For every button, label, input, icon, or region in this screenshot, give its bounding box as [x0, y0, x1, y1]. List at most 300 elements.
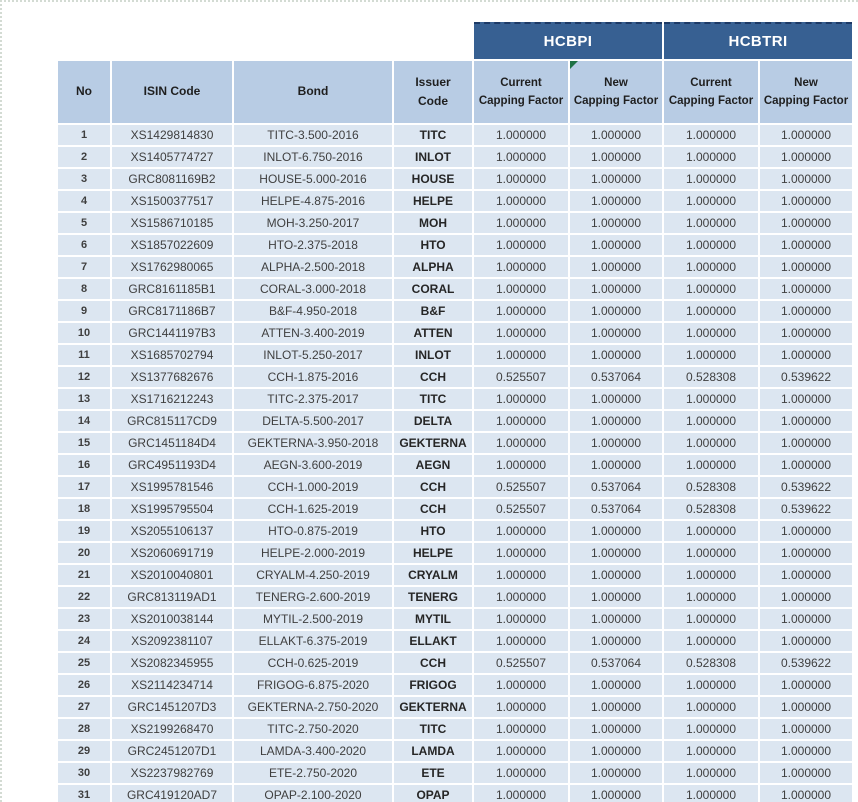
- cell-hcbtri-new[interactable]: 1.000000: [760, 345, 852, 365]
- cell-isin[interactable]: XS1716212243: [112, 389, 232, 409]
- table-row: [58, 785, 852, 802]
- cell-bond[interactable]: ALPHA-2.500-2018: [234, 257, 392, 277]
- cell-bond[interactable]: MOH-3.250-2017: [234, 213, 392, 233]
- cell-hcbpi-current[interactable]: 1.000000: [474, 565, 568, 585]
- cell-isin[interactable]: GRC8171186B7: [112, 301, 232, 321]
- cell-no[interactable]: 2: [58, 147, 110, 167]
- cell-hcbtri-new[interactable]: 1.000000: [760, 235, 852, 255]
- cell-hcbpi-new[interactable]: 1.000000: [570, 169, 662, 189]
- cell-issuer[interactable]: HELPE: [394, 191, 472, 211]
- cell-hcbtri-current[interactable]: 1.000000: [664, 433, 758, 453]
- cell-hcbtri-new[interactable]: 1.000000: [760, 521, 852, 541]
- cell-isin[interactable]: XS1685702794: [112, 345, 232, 365]
- col-header-hcbtri-current[interactable]: [664, 61, 758, 123]
- cell-hcbpi-current[interactable]: 1.000000: [474, 235, 568, 255]
- cell-hcbpi-current[interactable]: 1.000000: [474, 763, 568, 783]
- cell-no[interactable]: 25: [58, 653, 110, 673]
- cell-hcbpi-new[interactable]: 1.000000: [570, 521, 662, 541]
- cell-no[interactable]: 8: [58, 279, 110, 299]
- cell-hcbtri-current[interactable]: 1.000000: [664, 587, 758, 607]
- cell-no[interactable]: 30: [58, 763, 110, 783]
- cell-hcbtri-current[interactable]: 0.528308: [664, 367, 758, 387]
- cell-hcbtri-current[interactable]: 1.000000: [664, 323, 758, 343]
- cell-no[interactable]: 27: [58, 697, 110, 717]
- cell-no[interactable]: 4: [58, 191, 110, 211]
- cell-hcbtri-current[interactable]: 0.528308: [664, 499, 758, 519]
- cell-hcbtri-new[interactable]: 1.000000: [760, 565, 852, 585]
- group-header-hcbtri[interactable]: HCBTRI: [664, 22, 852, 59]
- cell-hcbtri-current[interactable]: 0.528308: [664, 477, 758, 497]
- cell-hcbpi-new[interactable]: 1.000000: [570, 411, 662, 431]
- cell-hcbtri-current[interactable]: 1.000000: [664, 763, 758, 783]
- cell-no[interactable]: 7: [58, 257, 110, 277]
- cell-hcbtri-new[interactable]: 1.000000: [760, 213, 852, 233]
- cell-hcbtri-current[interactable]: 1.000000: [664, 697, 758, 717]
- table-row: [58, 235, 852, 255]
- cell-hcbtri-new[interactable]: 1.000000: [760, 719, 852, 739]
- cell-bond[interactable]: TITC-3.500-2016: [234, 125, 392, 145]
- cell-hcbtri-current[interactable]: 1.000000: [664, 169, 758, 189]
- cell-hcbtri-current[interactable]: 1.000000: [664, 147, 758, 167]
- table-row: [58, 411, 852, 431]
- cell-hcbpi-current[interactable]: 1.000000: [474, 323, 568, 343]
- table-row: [58, 477, 852, 497]
- col-header-hcbpi-current[interactable]: [474, 61, 568, 123]
- cell-isin[interactable]: XS2092381107: [112, 631, 232, 651]
- cell-bond[interactable]: CCH-0.625-2019: [234, 653, 392, 673]
- cell-hcbtri-current[interactable]: 1.000000: [664, 279, 758, 299]
- cell-hcbtri-new[interactable]: 1.000000: [760, 587, 852, 607]
- cell-hcbpi-current[interactable]: 1.000000: [474, 169, 568, 189]
- cell-isin[interactable]: GRC813119AD1: [112, 587, 232, 607]
- cell-hcbpi-current[interactable]: 1.000000: [474, 279, 568, 299]
- col-header-no[interactable]: No: [58, 61, 110, 123]
- cell-no[interactable]: 14: [58, 411, 110, 431]
- cell-hcbtri-new[interactable]: 1.000000: [760, 169, 852, 189]
- col-header-hcbpi-new-line1: New: [604, 76, 628, 89]
- cell-issuer[interactable]: B&F: [394, 301, 472, 321]
- cell-no[interactable]: 24: [58, 631, 110, 651]
- cell-hcbtri-new[interactable]: 1.000000: [760, 675, 852, 695]
- cell-bond[interactable]: GEKTERNA-3.950-2018: [234, 433, 392, 453]
- cell-hcbtri-current[interactable]: 1.000000: [664, 235, 758, 255]
- cell-isin[interactable]: GRC815117CD9: [112, 411, 232, 431]
- table-row: [58, 719, 852, 739]
- cell-bond[interactable]: HTO-0.875-2019: [234, 521, 392, 541]
- cell-isin[interactable]: XS1857022609: [112, 235, 232, 255]
- cell-hcbpi-current[interactable]: 1.000000: [474, 587, 568, 607]
- cell-isin[interactable]: GRC8081169B2: [112, 169, 232, 189]
- col-header-hcbtri-current-line2: Capping Factor: [668, 95, 754, 107]
- cell-bond[interactable]: INLOT-6.750-2016: [234, 147, 392, 167]
- cell-issuer[interactable]: CORAL: [394, 279, 472, 299]
- cell-hcbpi-current[interactable]: 1.000000: [474, 631, 568, 651]
- cell-hcbpi-current[interactable]: 1.000000: [474, 609, 568, 629]
- cell-no[interactable]: 13: [58, 389, 110, 409]
- cell-hcbtri-new[interactable]: 1.000000: [760, 323, 852, 343]
- cell-hcbtri-current[interactable]: 1.000000: [664, 565, 758, 585]
- cell-isin[interactable]: XS2010038144: [112, 609, 232, 629]
- cell-isin[interactable]: XS1405774727: [112, 147, 232, 167]
- cell-no[interactable]: 26: [58, 675, 110, 695]
- table-row: [58, 543, 852, 563]
- table-row: [58, 675, 852, 695]
- cell-bond[interactable]: TITC-2.375-2017: [234, 389, 392, 409]
- cell-issuer[interactable]: FRIGOG: [394, 675, 472, 695]
- cell-hcbtri-new[interactable]: 1.000000: [760, 301, 852, 321]
- cell-hcbtri-new[interactable]: 1.000000: [760, 455, 852, 475]
- cell-hcbpi-current[interactable]: 1.000000: [474, 213, 568, 233]
- cell-hcbpi-new[interactable]: 0.537064: [570, 653, 662, 673]
- cell-isin[interactable]: GRC1441197B3: [112, 323, 232, 343]
- cell-bond[interactable]: FRIGOG-6.875-2020: [234, 675, 392, 695]
- column-header-row: [58, 61, 852, 123]
- cell-hcbtri-new[interactable]: 0.539622: [760, 477, 852, 497]
- cell-hcbpi-new[interactable]: 1.000000: [570, 147, 662, 167]
- cell-hcbpi-new[interactable]: 1.000000: [570, 609, 662, 629]
- table-row: [58, 345, 852, 365]
- col-header-hcbpi-current-line2: Capping Factor: [478, 95, 564, 107]
- table-row: [58, 631, 852, 651]
- cell-hcbpi-current[interactable]: 1.000000: [474, 125, 568, 145]
- cell-bond[interactable]: GEKTERNA-2.750-2020: [234, 697, 392, 717]
- cell-hcbtri-new[interactable]: 1.000000: [760, 543, 852, 563]
- cell-hcbpi-new[interactable]: 1.000000: [570, 191, 662, 211]
- cell-no[interactable]: 15: [58, 433, 110, 453]
- cell-bond[interactable]: ETE-2.750-2020: [234, 763, 392, 783]
- table-row: [58, 169, 852, 189]
- cell-hcbpi-current[interactable]: 1.000000: [474, 543, 568, 563]
- table-row: [58, 213, 852, 233]
- cell-hcbpi-current[interactable]: 1.000000: [474, 741, 568, 761]
- cell-hcbtri-current[interactable]: 1.000000: [664, 719, 758, 739]
- cell-issuer[interactable]: GEKTERNA: [394, 697, 472, 717]
- table-row: [58, 609, 852, 629]
- cell-no[interactable]: 28: [58, 719, 110, 739]
- cell-isin[interactable]: GRC2451207D1: [112, 741, 232, 761]
- cell-isin[interactable]: XS1995781546: [112, 477, 232, 497]
- cell-isin[interactable]: XS2237982769: [112, 763, 232, 783]
- cell-issuer[interactable]: CCH: [394, 477, 472, 497]
- cell-issuer[interactable]: CCH: [394, 499, 472, 519]
- cell-hcbpi-new[interactable]: 1.000000: [570, 235, 662, 255]
- cell-bond[interactable]: ATTEN-3.400-2019: [234, 323, 392, 343]
- page-break-line-left: [0, 0, 2, 802]
- cell-hcbtri-current[interactable]: 1.000000: [664, 125, 758, 145]
- cell-hcbpi-new[interactable]: 1.000000: [570, 565, 662, 585]
- cell-hcbtri-new[interactable]: 0.539622: [760, 367, 852, 387]
- cell-hcbpi-new[interactable]: 1.000000: [570, 301, 662, 321]
- cell-hcbpi-current[interactable]: 1.000000: [474, 697, 568, 717]
- cell-hcbtri-current[interactable]: 1.000000: [664, 389, 758, 409]
- col-header-bond[interactable]: Bond: [234, 61, 392, 123]
- cell-issuer[interactable]: LAMDA: [394, 741, 472, 761]
- cell-isin[interactable]: XS2082345955: [112, 653, 232, 673]
- cell-hcbpi-current[interactable]: 0.525507: [474, 477, 568, 497]
- cell-issuer[interactable]: CRYALM: [394, 565, 472, 585]
- col-header-issuer-line2: Code: [418, 94, 448, 108]
- cell-isin[interactable]: XS2010040801: [112, 565, 232, 585]
- cell-bond[interactable]: ELLAKT-6.375-2019: [234, 631, 392, 651]
- cell-hcbpi-new[interactable]: 1.000000: [570, 455, 662, 475]
- cell-hcbpi-current[interactable]: 1.000000: [474, 389, 568, 409]
- cell-bond[interactable]: HELPE-4.875-2016: [234, 191, 392, 211]
- cell-issuer[interactable]: TITC: [394, 125, 472, 145]
- cell-no[interactable]: 19: [58, 521, 110, 541]
- cell-hcbpi-new[interactable]: 1.000000: [570, 279, 662, 299]
- cell-isin[interactable]: XS1429814830: [112, 125, 232, 145]
- cell-no[interactable]: 23: [58, 609, 110, 629]
- cell-hcbpi-new[interactable]: 1.000000: [570, 697, 662, 717]
- cell-hcbpi-current[interactable]: 1.000000: [474, 455, 568, 475]
- cell-no[interactable]: 29: [58, 741, 110, 761]
- cell-hcbtri-new[interactable]: 1.000000: [760, 389, 852, 409]
- table-row: [58, 367, 852, 387]
- cell-hcbpi-current[interactable]: 0.525507: [474, 499, 568, 519]
- cell-hcbpi-current[interactable]: 1.000000: [474, 257, 568, 277]
- col-header-hcbtri-new-line2: Capping Factor: [763, 95, 849, 107]
- cell-hcbpi-current[interactable]: 0.525507: [474, 653, 568, 673]
- col-header-hcbpi-new[interactable]: [570, 61, 662, 123]
- cell-bond[interactable]: CCH-1.625-2019: [234, 499, 392, 519]
- cell-issuer[interactable]: ATTEN: [394, 323, 472, 343]
- table-row: [58, 697, 852, 717]
- cell-hcbpi-new[interactable]: 1.000000: [570, 719, 662, 739]
- cell-hcbpi-current[interactable]: 1.000000: [474, 433, 568, 453]
- table-row: [58, 565, 852, 585]
- cell-hcbpi-new[interactable]: 1.000000: [570, 433, 662, 453]
- cell-hcbtri-current[interactable]: 1.000000: [664, 741, 758, 761]
- cell-hcbtri-new[interactable]: 1.000000: [760, 257, 852, 277]
- cell-hcbpi-new[interactable]: 1.000000: [570, 763, 662, 783]
- cell-bond[interactable]: OPAP-2.100-2020: [234, 785, 392, 802]
- cell-bond[interactable]: CORAL-3.000-2018: [234, 279, 392, 299]
- cell-hcbtri-new[interactable]: 1.000000: [760, 609, 852, 629]
- cell-isin[interactable]: XS2114234714: [112, 675, 232, 695]
- table-row: [58, 191, 852, 211]
- cell-isin[interactable]: XS2199268470: [112, 719, 232, 739]
- cell-bond[interactable]: TITC-2.750-2020: [234, 719, 392, 739]
- cell-hcbpi-current[interactable]: 0.525507: [474, 367, 568, 387]
- cell-hcbpi-new[interactable]: 1.000000: [570, 675, 662, 695]
- cell-hcbpi-new[interactable]: 1.000000: [570, 631, 662, 651]
- cell-isin[interactable]: GRC8161185B1: [112, 279, 232, 299]
- table-row: [58, 389, 852, 409]
- cell-hcbtri-current[interactable]: 1.000000: [664, 257, 758, 277]
- cell-bond[interactable]: HOUSE-5.000-2016: [234, 169, 392, 189]
- cell-isin[interactable]: GRC1451207D3: [112, 697, 232, 717]
- cell-bond[interactable]: CCH-1.000-2019: [234, 477, 392, 497]
- cell-issuer[interactable]: ALPHA: [394, 257, 472, 277]
- table-row: [58, 587, 852, 607]
- cell-hcbpi-current[interactable]: 1.000000: [474, 345, 568, 365]
- cell-hcbpi-new[interactable]: 0.537064: [570, 477, 662, 497]
- cell-isin[interactable]: XS1762980065: [112, 257, 232, 277]
- cell-no[interactable]: 6: [58, 235, 110, 255]
- cell-no[interactable]: 5: [58, 213, 110, 233]
- cell-hcbtri-new[interactable]: 1.000000: [760, 741, 852, 761]
- cell-hcbtri-new[interactable]: 1.000000: [760, 125, 852, 145]
- cell-bond[interactable]: CCH-1.875-2016: [234, 367, 392, 387]
- index-group-header-row: [58, 22, 852, 59]
- cell-hcbtri-new[interactable]: 0.539622: [760, 499, 852, 519]
- cell-hcbtri-current[interactable]: 1.000000: [664, 675, 758, 695]
- cell-hcbpi-new[interactable]: 1.000000: [570, 257, 662, 277]
- cell-hcbtri-new[interactable]: 1.000000: [760, 631, 852, 651]
- cell-hcbpi-new[interactable]: 1.000000: [570, 213, 662, 233]
- col-header-issuer-line1: Issuer: [415, 74, 451, 89]
- cell-hcbtri-current[interactable]: 1.000000: [664, 301, 758, 321]
- cell-hcbtri-current[interactable]: 1.000000: [664, 609, 758, 629]
- cell-hcbtri-new[interactable]: 1.000000: [760, 785, 852, 802]
- cell-hcbtri-new[interactable]: 1.000000: [760, 697, 852, 717]
- cell-issuer[interactable]: CCH: [394, 653, 472, 673]
- cell-no[interactable]: 31: [58, 785, 110, 802]
- cell-hcbpi-new[interactable]: 1.000000: [570, 543, 662, 563]
- cell-hcbtri-current[interactable]: 1.000000: [664, 345, 758, 365]
- cell-issuer[interactable]: DELTA: [394, 411, 472, 431]
- cell-hcbtri-current[interactable]: 1.000000: [664, 631, 758, 651]
- cell-no[interactable]: 1: [58, 125, 110, 145]
- cell-isin[interactable]: XS2060691719: [112, 543, 232, 563]
- banner-spacer: [58, 22, 472, 59]
- cell-issuer[interactable]: HTO: [394, 521, 472, 541]
- cell-issuer[interactable]: ELLAKT: [394, 631, 472, 651]
- cell-bond[interactable]: AEGN-3.600-2019: [234, 455, 392, 475]
- cell-bond[interactable]: CRYALM-4.250-2019: [234, 565, 392, 585]
- cell-no[interactable]: 17: [58, 477, 110, 497]
- col-header-isin[interactable]: ISIN Code: [112, 61, 232, 123]
- cell-hcbpi-new[interactable]: 1.000000: [570, 125, 662, 145]
- cell-no[interactable]: 9: [58, 301, 110, 321]
- cell-hcbpi-current[interactable]: 1.000000: [474, 301, 568, 321]
- cell-no[interactable]: 21: [58, 565, 110, 585]
- cell-hcbtri-current[interactable]: 1.000000: [664, 521, 758, 541]
- error-indicator-icon: [570, 61, 578, 69]
- table-row: [58, 455, 852, 475]
- cell-bond[interactable]: INLOT-5.250-2017: [234, 345, 392, 365]
- cell-hcbtri-new[interactable]: 0.539622: [760, 653, 852, 673]
- capping-factors-table: [56, 20, 854, 802]
- cell-hcbpi-new[interactable]: 1.000000: [570, 389, 662, 409]
- cell-hcbpi-new[interactable]: 0.537064: [570, 499, 662, 519]
- table-row: [58, 653, 852, 673]
- cell-hcbpi-current[interactable]: 1.000000: [474, 521, 568, 541]
- cell-no[interactable]: 22: [58, 587, 110, 607]
- col-header-hcbtri-new[interactable]: [760, 61, 852, 123]
- cell-hcbtri-new[interactable]: 1.000000: [760, 411, 852, 431]
- cell-isin[interactable]: GRC4951193D4: [112, 455, 232, 475]
- cell-hcbtri-current[interactable]: 1.000000: [664, 213, 758, 233]
- cell-no[interactable]: 16: [58, 455, 110, 475]
- cell-bond[interactable]: TENERG-2.600-2019: [234, 587, 392, 607]
- cell-issuer[interactable]: HOUSE: [394, 169, 472, 189]
- cell-bond[interactable]: LAMDA-3.400-2020: [234, 741, 392, 761]
- table-row: [58, 763, 852, 783]
- col-header-hcbpi-current-line1: Current: [500, 76, 542, 89]
- col-header-hcbpi-new-line2: Capping Factor: [573, 95, 659, 107]
- cell-hcbpi-new[interactable]: 1.000000: [570, 587, 662, 607]
- table-row: [58, 741, 852, 761]
- cell-hcbpi-new[interactable]: 1.000000: [570, 785, 662, 802]
- cell-hcbtri-current[interactable]: 1.000000: [664, 455, 758, 475]
- cell-issuer[interactable]: MYTIL: [394, 609, 472, 629]
- cell-issuer[interactable]: HELPE: [394, 543, 472, 563]
- cell-hcbpi-new[interactable]: 1.000000: [570, 741, 662, 761]
- cell-issuer[interactable]: GEKTERNA: [394, 433, 472, 453]
- cell-bond[interactable]: HELPE-2.000-2019: [234, 543, 392, 563]
- cell-hcbpi-current[interactable]: 1.000000: [474, 675, 568, 695]
- cell-hcbtri-new[interactable]: 1.000000: [760, 191, 852, 211]
- col-header-issuer[interactable]: [394, 61, 472, 123]
- cell-isin[interactable]: XS1586710185: [112, 213, 232, 233]
- table-row: [58, 147, 852, 167]
- cell-isin[interactable]: XS1500377517: [112, 191, 232, 211]
- cell-issuer[interactable]: HTO: [394, 235, 472, 255]
- cell-issuer[interactable]: TITC: [394, 719, 472, 739]
- table-row: [58, 521, 852, 541]
- cell-hcbtri-current[interactable]: 1.000000: [664, 785, 758, 802]
- cell-hcbtri-current[interactable]: 0.528308: [664, 653, 758, 673]
- cell-issuer[interactable]: TITC: [394, 389, 472, 409]
- cell-issuer[interactable]: OPAP: [394, 785, 472, 802]
- cell-hcbpi-current[interactable]: 1.000000: [474, 191, 568, 211]
- cell-issuer[interactable]: ETE: [394, 763, 472, 783]
- cell-hcbtri-new[interactable]: 1.000000: [760, 279, 852, 299]
- table-row: [58, 499, 852, 519]
- cell-hcbpi-new[interactable]: 0.537064: [570, 367, 662, 387]
- cell-issuer[interactable]: AEGN: [394, 455, 472, 475]
- cell-no[interactable]: 10: [58, 323, 110, 343]
- cell-no[interactable]: 20: [58, 543, 110, 563]
- cell-isin[interactable]: XS1377682676: [112, 367, 232, 387]
- cell-bond[interactable]: B&F-4.950-2018: [234, 301, 392, 321]
- cell-issuer[interactable]: CCH: [394, 367, 472, 387]
- cell-hcbtri-current[interactable]: 1.000000: [664, 191, 758, 211]
- cell-no[interactable]: 11: [58, 345, 110, 365]
- col-header-hcbtri-new-line1: New: [794, 76, 818, 89]
- cell-hcbpi-current[interactable]: 1.000000: [474, 719, 568, 739]
- cell-no[interactable]: 3: [58, 169, 110, 189]
- cell-issuer[interactable]: INLOT: [394, 147, 472, 167]
- cell-hcbpi-current[interactable]: 1.000000: [474, 411, 568, 431]
- cell-issuer[interactable]: MOH: [394, 213, 472, 233]
- cell-hcbtri-current[interactable]: 1.000000: [664, 543, 758, 563]
- table-row: [58, 433, 852, 453]
- cell-isin[interactable]: GRC419120AD7: [112, 785, 232, 802]
- cell-hcbpi-new[interactable]: 1.000000: [570, 323, 662, 343]
- cell-issuer[interactable]: INLOT: [394, 345, 472, 365]
- cell-isin[interactable]: XS2055106137: [112, 521, 232, 541]
- cell-bond[interactable]: DELTA-5.500-2017: [234, 411, 392, 431]
- cell-hcbpi-current[interactable]: 1.000000: [474, 147, 568, 167]
- cell-issuer[interactable]: TENERG: [394, 587, 472, 607]
- table-row: [58, 301, 852, 321]
- cell-bond[interactable]: MYTIL-2.500-2019: [234, 609, 392, 629]
- cell-no[interactable]: 12: [58, 367, 110, 387]
- cell-bond[interactable]: HTO-2.375-2018: [234, 235, 392, 255]
- cell-hcbtri-new[interactable]: 1.000000: [760, 763, 852, 783]
- cell-hcbpi-new[interactable]: 1.000000: [570, 345, 662, 365]
- cell-hcbpi-current[interactable]: 1.000000: [474, 785, 568, 802]
- group-header-hcbpi[interactable]: HCBPI: [474, 22, 662, 59]
- cell-isin[interactable]: GRC1451184D4: [112, 433, 232, 453]
- cell-hcbtri-new[interactable]: 1.000000: [760, 433, 852, 453]
- cell-hcbtri-new[interactable]: 1.000000: [760, 147, 852, 167]
- cell-isin[interactable]: XS1995795504: [112, 499, 232, 519]
- cell-hcbtri-current[interactable]: 1.000000: [664, 411, 758, 431]
- cell-no[interactable]: 18: [58, 499, 110, 519]
